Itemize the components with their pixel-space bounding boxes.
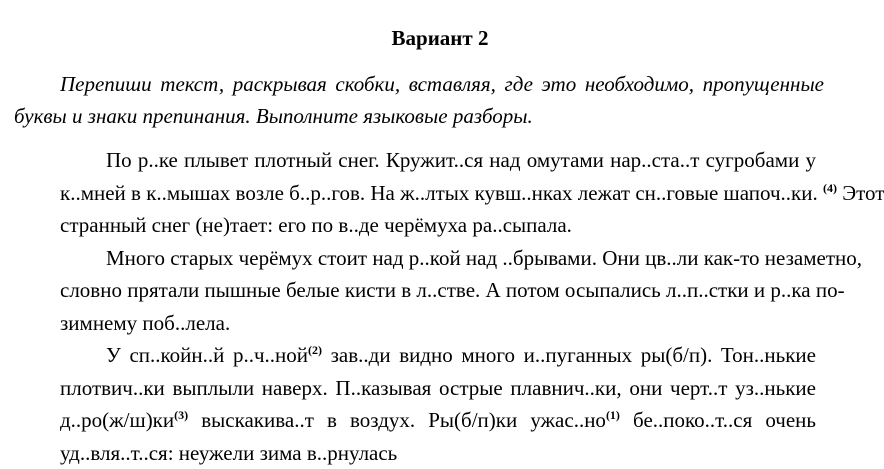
text-fragment: выскакива..т в воздух. Ры(б/п)ки ужас..но (188, 408, 606, 432)
text-fragment: к..мней в к..мышах возле б..р..гов. На ж..лтых кувш..нках лежат сн..говые шапоч..ки. (60, 181, 818, 205)
paragraph-3 (14, 339, 816, 469)
paragraph-1 (14, 144, 816, 242)
paragraph-2 (14, 242, 816, 340)
text-fragment: Этот (837, 181, 884, 205)
footnote-marker: (3) (174, 408, 188, 422)
text-fragment: У сп..койн..й р..ч..ной (106, 343, 308, 367)
exercise-text (14, 144, 816, 469)
text-line: странный снег (не)тает: его по в..де черёмуха ра..сыпала. (14, 209, 816, 242)
text-line: словно прятали пышные белые кисти в л..стве. А потом осыпались л..п..стки и р..ка по- (14, 274, 816, 307)
text-line (14, 177, 816, 210)
text-line (14, 339, 816, 372)
text-line: зимнему поб..лела. (14, 307, 816, 340)
text-line: уд..вля..т..ся: неужели зима в..рнулась (14, 437, 816, 469)
task-instructions: Перепиши текст, раскрывая скобки, вставляя, где это необходимо, пропущенные буквы и знаки препинания. Выполните языковые разборы. (14, 68, 824, 132)
footnote-marker: (1) (606, 408, 620, 422)
footnote-marker: (2) (308, 343, 322, 357)
text-fragment: д..ро(ж/ш)ки (60, 408, 174, 432)
footnote-marker: (4) (823, 181, 837, 195)
text-fragment: бе..поко..т..ся очень (620, 408, 816, 432)
text-fragment: зав..ди видно много и..пуганных ры(б/п). Тон..нькие (322, 343, 816, 367)
text-line: плотвич..ки выплыли наверх. П..казывая острые плавнич..ки, они черт..т уз..нькие (14, 372, 816, 405)
text-line: Много старых черёмух стоит над р..кой над ..брывами. Они цв..ли как-то незаметно, (14, 242, 816, 275)
text-line: По р..ке плывет плотный снег. Кружит..ся над омутами нар..ста..т сугробами у (14, 144, 816, 177)
variant-title: Вариант 2 (0, 24, 880, 52)
text-line (14, 404, 816, 437)
